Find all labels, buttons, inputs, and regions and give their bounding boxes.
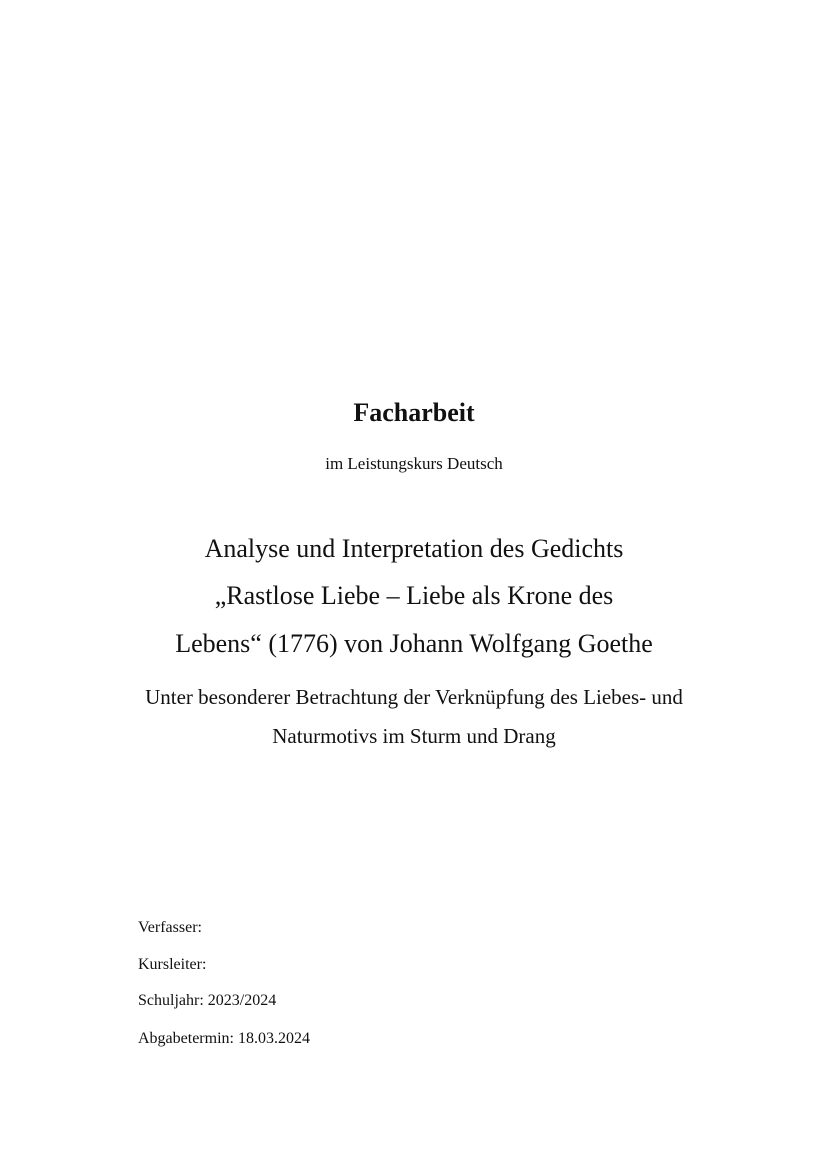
course-line: im Leistungskurs Deutsch	[325, 454, 503, 473]
submission-date-field: Abgabetermin: 18.03.2024	[138, 1030, 310, 1047]
author-field: Verfasser:	[138, 919, 202, 936]
document-type-heading: Facharbeit	[353, 398, 475, 427]
course-leader-field: Kursleiter:	[138, 956, 207, 973]
title-line-3: Lebens“ (1776) von Johann Wolfgang Goethe	[175, 629, 653, 658]
title-line-1: Analyse und Interpretation des Gedichts	[204, 534, 624, 563]
subtitle-line-2: Naturmotivs im Sturm und Drang	[272, 724, 556, 748]
school-year-field: Schuljahr: 2023/2024	[138, 992, 277, 1009]
subtitle-line-1: Unter besonderer Betrachtung der Verknüpfung des Liebes- und	[145, 685, 683, 709]
title-line-2: „Rastlose Liebe – Liebe als Krone des	[214, 581, 614, 610]
